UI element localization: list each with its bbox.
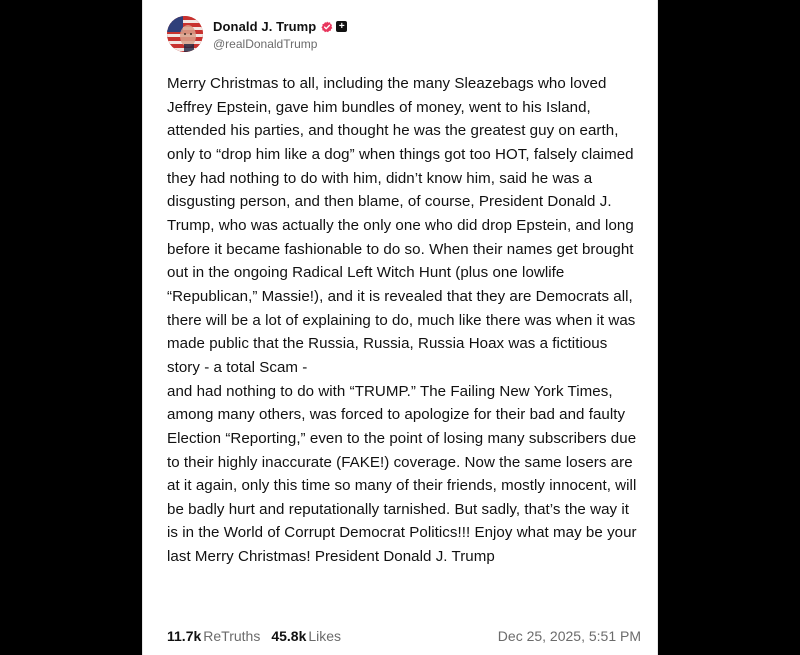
retruths-label: ReTruths: [203, 628, 261, 644]
post-paragraph-1: Merry Christmas to all, including the many Sleazebags who loved Jeffrey Epstein, gave him bundles of money, went to his Island, attended his parties, and thought he was the greatest guy on earth, only to “drop him like a dog” when things got too HOT, falsely claimed they had nothing to do with him, didn’t know him, said he was a disgusting person, and then blame, of course, President Donald J. Trump, who was actually the only one who did drop Epstein, and long before it became fashionable to do so. When their names get brought out in the ongoing Radical Left Witch Hunt (plus one lowlife “Republican,” Massie!), and it is revealed that they are Democrats all, there will be a lot of explaining to do, much like there was when it was made public that the Russia, Russia, Russia Hoax was a fictitious story - a total Scam -: [167, 75, 636, 376]
likes-stat[interactable]: [271, 628, 341, 644]
post-paragraph-2: and had nothing to do with “TRUMP.” The Failing New York Times, among many others, was forced to apologize for their bad and faulty Election “Reporting,” even to the point of losing many subscribers due to their highly inaccurate (FAKE!) coverage. Now the same losers are at it again, only this time so many of their friends, mostly innocent, will be badly hurt and reputationally tarnished. But sadly, that’s the way it is in the World of Corrupt Democrat Politics!!! Enjoy what may be your last Merry Christmas! President Donald J. Trump: [167, 382, 637, 566]
plus-badge-icon: +: [336, 21, 347, 32]
verified-badge-icon: [321, 20, 333, 32]
author-handle[interactable]: @realDonaldTrump: [213, 37, 318, 51]
retruths-stat[interactable]: [167, 628, 260, 644]
post-timestamp[interactable]: Dec 25, 2025, 5:51 PM: [497, 628, 641, 644]
likes-count: 45.8k: [271, 628, 307, 644]
display-name[interactable]: Donald J. Trump: [213, 18, 317, 34]
post-footer: [167, 626, 641, 646]
likes-label: Likes: [308, 628, 342, 644]
post-text: [167, 72, 643, 569]
author-info: [213, 17, 347, 51]
post-header: [167, 14, 347, 54]
post-card: [142, 0, 658, 655]
author-name-row: [213, 17, 347, 35]
retruths-count: 11.7k: [167, 628, 202, 644]
avatar[interactable]: [167, 16, 203, 52]
